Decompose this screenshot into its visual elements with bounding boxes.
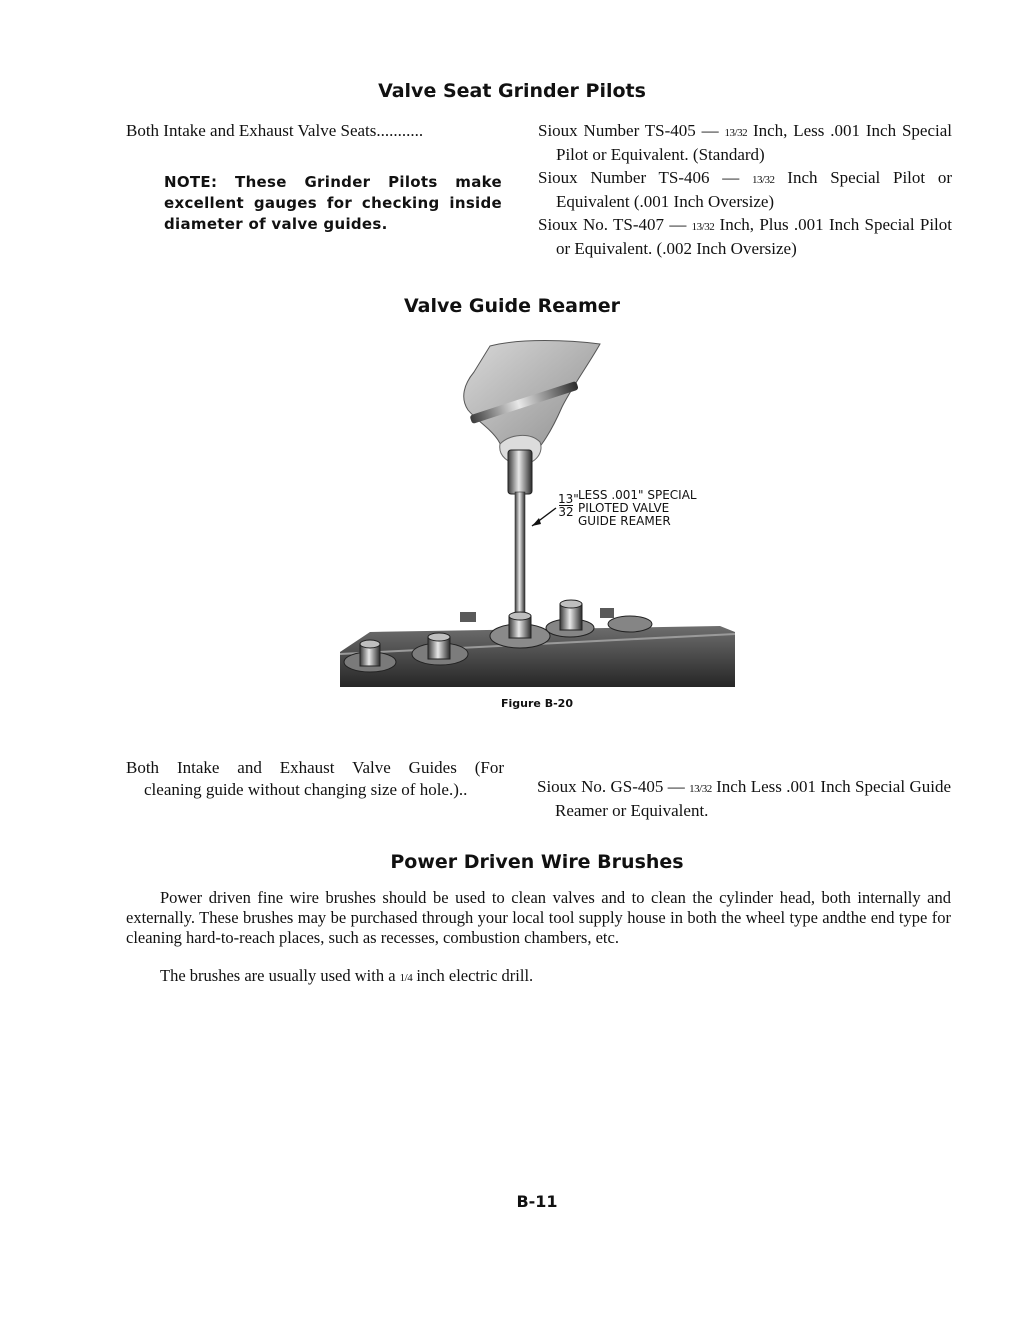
spec-gs-405: Sioux No. GS-405 — 13/32 Inch Less .001 Inch Special Guide Reamer or Equivalent. — [537, 777, 951, 820]
spec-ts-405: Sioux Number TS-405 — 13/32 Inch, Less .001 Inch Special Pilot or Equivalent. (Standard) — [538, 121, 952, 164]
note-label: NOTE: — [164, 173, 218, 191]
valve-guides-label — [126, 757, 504, 801]
reamer-photo — [340, 332, 735, 687]
section-title-valve-guide-reamer: Valve Guide Reamer — [403, 295, 620, 317]
grinder-pilot-spec-list — [538, 120, 952, 261]
section-title-power-driven-wire-brushes: Power Driven Wire Brushes — [390, 851, 684, 873]
callout-fraction: 13" 32 — [558, 492, 579, 519]
valve-guides-label-line-2: cleaning guide without changing size of hole.).. — [144, 780, 468, 799]
drill-size-paragraph: The brushes are usually used with a 1/4 inch electric drill. — [160, 966, 534, 985]
guide-reamer-spec — [537, 776, 951, 823]
callout-line-2: PILOTED VALVE — [578, 501, 670, 515]
wire-brushes-paragraph — [126, 888, 951, 948]
note-text: These Grinder Pilots make excellent gauges for checking inside diameter of valve guides. — [164, 173, 502, 233]
valve-guides-label-line-1: Both Intake and Exhaust Valve Guides (For — [126, 758, 504, 777]
reamer-callout — [558, 489, 697, 528]
callout-line-1: LESS .001" SPECIAL — [578, 488, 697, 502]
grinder-pilot-note — [164, 172, 502, 235]
wire-brushes-paragraph-1: Power driven fine wire brushes should be used to clean valves and to clean the cylinder head, both internally and externally. These brushes may be purchased through your local tool supply house in both the wheel type andthe end type for cleaning hard-to-reach places, such as recesses, combustion chambers, etc. — [126, 888, 951, 947]
section-title-valve-seat-grinder-pilots: Valve Seat Grinder Pilots — [378, 80, 646, 102]
callout-line-3: GUIDE REAMER — [578, 514, 671, 528]
figure-caption: Figure B-20 — [501, 697, 573, 710]
page-number: B-11 — [516, 1192, 558, 1211]
spec-ts-406: Sioux Number TS-406 — 13/32 Inch Special Pilot or Equivalent (.001 Inch Oversize) — [538, 168, 953, 211]
spec-ts-407: Sioux No. TS-407 — 13/32 Inch, Plus .001 Inch Special Pilot or Equivalent. (.002 Inch Oversize) — [538, 215, 952, 258]
valve-seats-label: Both Intake and Exhaust Valve Seats........... — [126, 121, 424, 140]
